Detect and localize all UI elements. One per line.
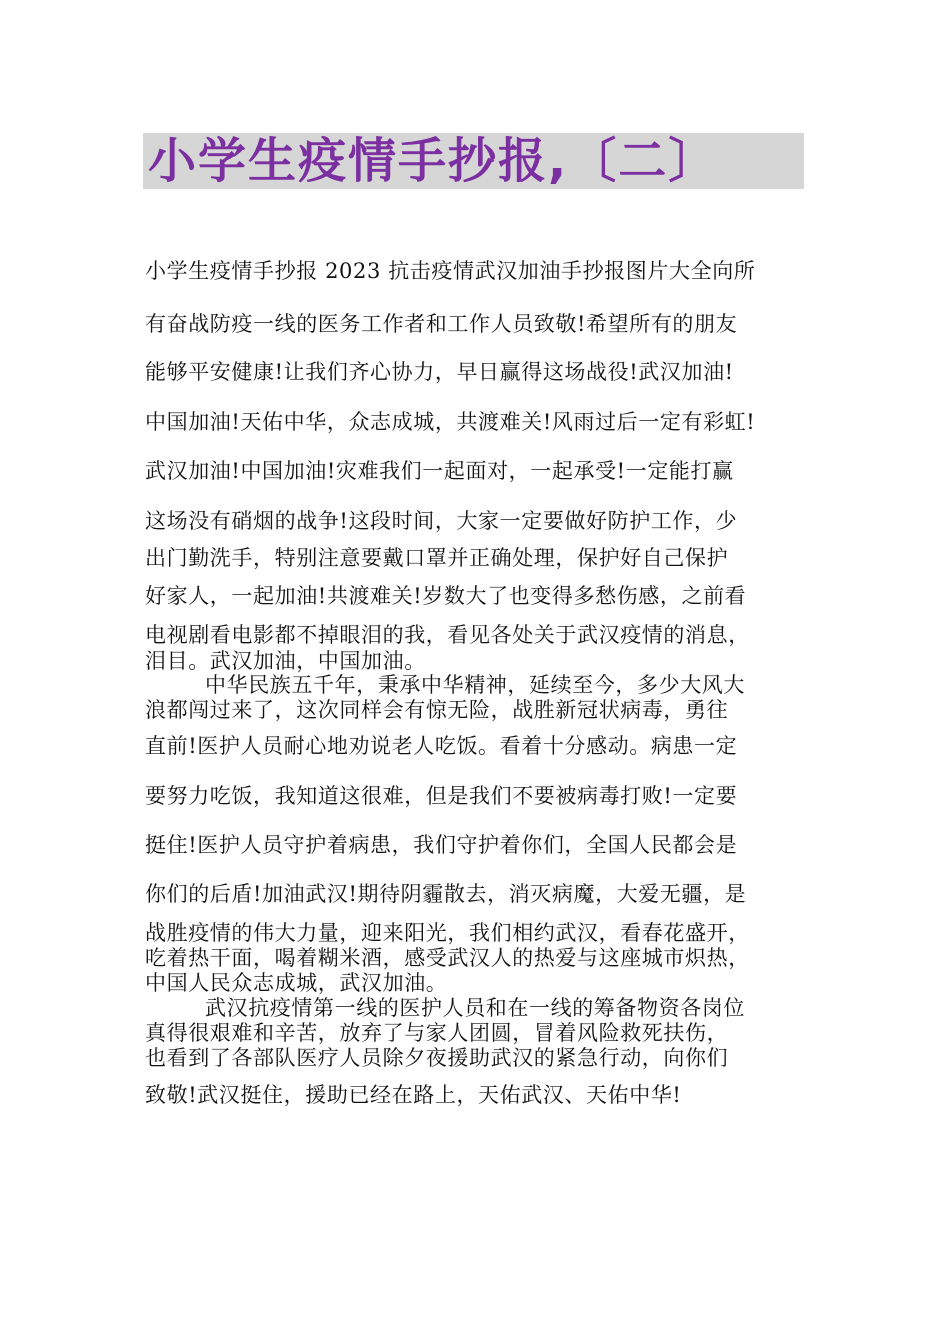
body-line: 浪都闯过来了，这次同样会有惊无险，战胜新冠状病毒，勇往	[145, 698, 729, 722]
body-line: 这场没有硝烟的战争!这段时间，大家一定要做好防护工作，少	[145, 509, 738, 533]
body-line: 挺住!医护人员守护着病患，我们守护着你们，全国人民都会是	[145, 833, 738, 857]
paragraph-first-line: 中华民族五千年，秉承中华精神，延续至今，多少大风大	[205, 673, 745, 697]
body-line: 吃着热干面，喝着糊米酒，感受武汉人的热爱与这座城市炽热，	[145, 946, 750, 970]
body-line: 你们的后盾!加油武汉!期待阴霾散去，消灭病魔，大爱无疆，是	[145, 882, 747, 906]
body-line: 直前!医护人员耐心地劝说老人吃饭。看着十分感动。病患一定	[145, 734, 738, 758]
body-line: 好家人，一起加油!共渡难关!岁数大了也变得多愁伤感，之前看	[145, 584, 747, 608]
body-line: 有奋战防疫一线的医务工作者和工作人员致敬!希望所有的朋友	[145, 312, 738, 336]
body-line: 也看到了各部队医疗人员除夕夜援助武汉的紧急行动，向你们	[145, 1046, 729, 1070]
body-line: 中国人民众志成城，武汉加油。	[145, 971, 448, 995]
body-line: 战胜疫情的伟大力量，迎来阳光，我们相约武汉，看春花盛开，	[145, 921, 750, 945]
body-line: 武汉加油!中国加油!灾难我们一起面对，一起承受!一定能打赢	[145, 459, 734, 483]
body-line: 电视剧看电影都不掉眼泪的我，看见各处关于武汉疫情的消息，	[145, 623, 750, 647]
document-title: 小学生疫情手抄报,〔二〕	[148, 133, 719, 189]
body-line: 要努力吃饭，我知道这很难，但是我们不要被病毒打败!一定要	[145, 784, 738, 808]
body-line: 中国加油!天佑中华，众志成城，共渡难关!风雨过后一定有彩虹!	[145, 410, 756, 434]
body-line: 小学生疫情手抄报 2023 抗击疫情武汉加油手抄报图片大全向所	[145, 259, 756, 283]
paragraph-first-line: 武汉抗疫情第一线的医护人员和在一线的筹备物资各岗位	[205, 996, 745, 1020]
body-line: 出门勤洗手，特别注意要戴口罩并正确处理，保护好自己保护	[145, 546, 729, 570]
body-line: 真得很艰难和辛苦，放弃了与家人团圆，冒着风险救死扶伤，	[145, 1021, 729, 1045]
body-line: 能够平安健康!让我们齐心协力，早日赢得这场战役!武汉加油!	[145, 360, 734, 384]
body-line: 致敬!武汉挺住，援助已经在路上，天佑武汉、天佑中华!	[145, 1083, 682, 1107]
body-line: 泪目。武汉加油，中国加油。	[145, 649, 426, 673]
